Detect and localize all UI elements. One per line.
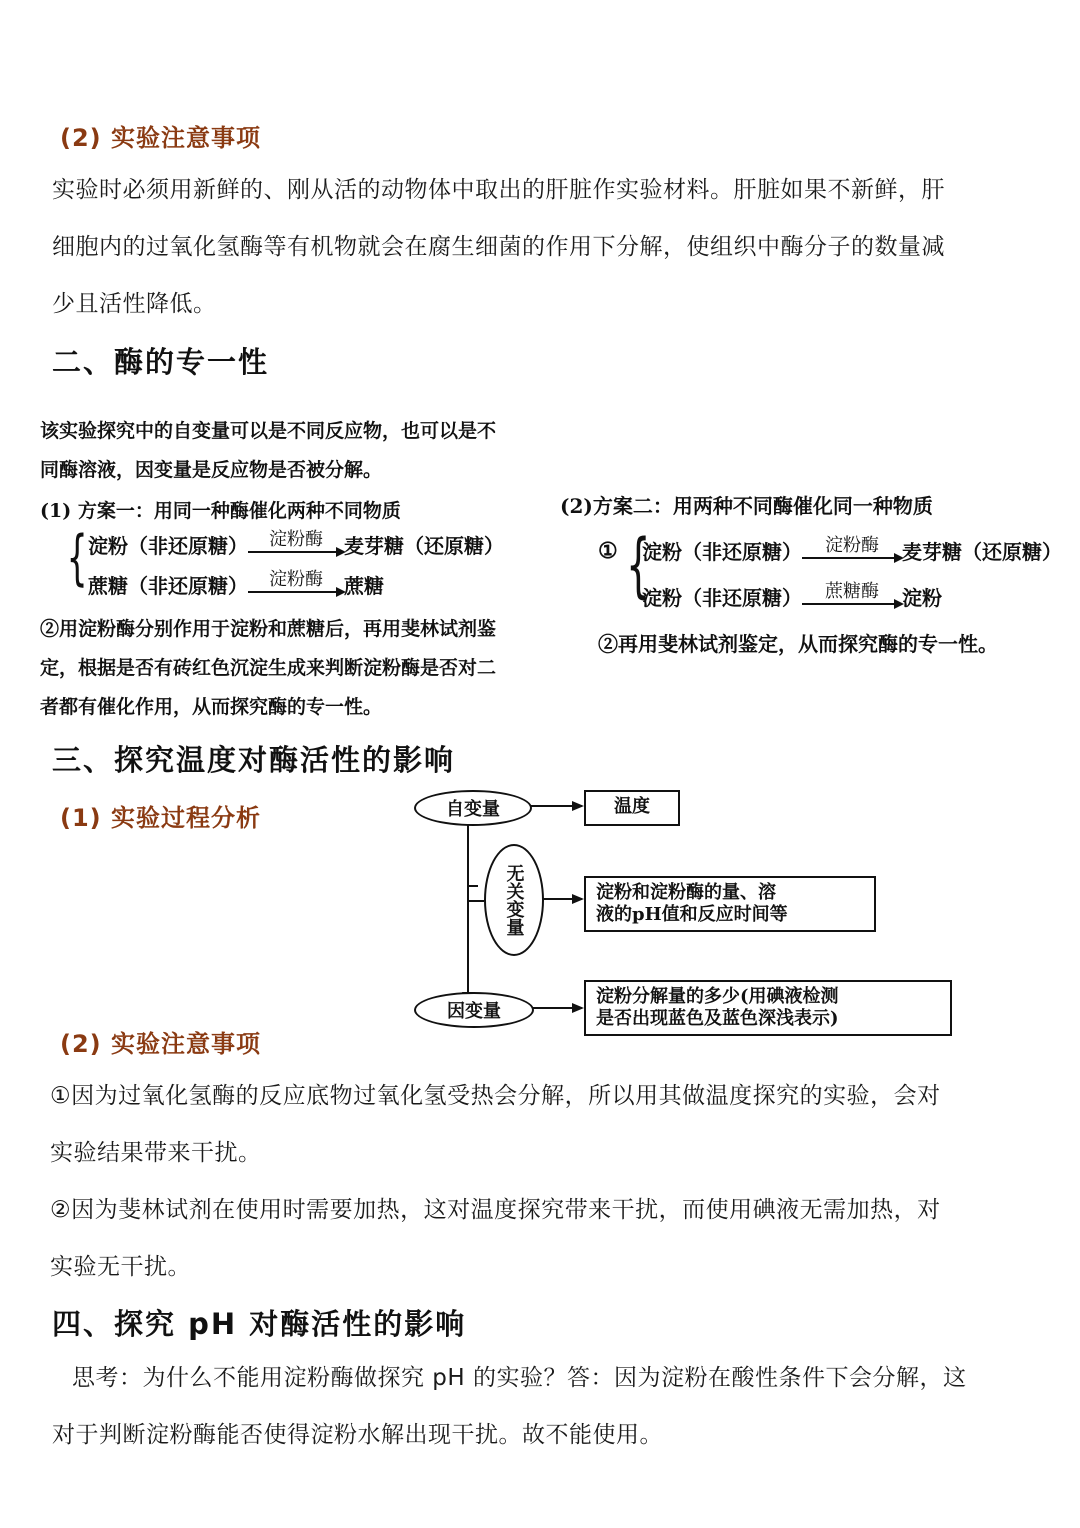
plan1-note xyxy=(40,610,560,727)
reaction-substrate: 淀粉（非还原糖） xyxy=(642,540,802,564)
reaction-enzyme: 蔗糖酶 xyxy=(825,580,879,602)
intro-line: 该实验探究中的自变量可以是不同反应物，也可以是不 xyxy=(40,420,497,442)
intro-line: 同酶溶液，因变量是反应物是否被分解。 xyxy=(40,459,383,481)
box-line: 是否出现蓝色及蓝色深浅表示) xyxy=(596,1008,839,1029)
paragraph-line: 少且活性降低。 xyxy=(52,291,217,317)
box-line: 淀粉分解量的多少(用碘液检测 xyxy=(596,986,839,1007)
text-line: 思考：为什么不能用淀粉酶做探究 pH 的实验？答：因为淀粉在酸性条件下会分解，这 xyxy=(72,1365,967,1391)
note-line: ①因为过氧化氢酶的反应底物过氧化氢受热会分解，所以用其做温度探究的实验，会对 xyxy=(50,1083,941,1109)
reaction-arrow xyxy=(802,534,902,559)
section1-paragraph xyxy=(52,162,1042,333)
reaction-substrate: 淀粉（非还原糖） xyxy=(642,586,802,610)
reaction-product: 麦芽糖（还原糖） xyxy=(344,534,504,558)
reaction-product: 麦芽糖（还原糖） xyxy=(902,540,1062,564)
reaction-enzyme: 淀粉酶 xyxy=(269,528,323,550)
section4-heading: 四、探究 pH 对酶活性的影响 xyxy=(52,1307,467,1341)
reaction-enzyme: 淀粉酶 xyxy=(825,534,879,556)
section3-subheading-1: (1) 实验过程分析 xyxy=(60,804,261,832)
reaction-product: 淀粉 xyxy=(902,586,942,610)
irrelevant-variable-box xyxy=(584,876,876,932)
plan2-title: (2)方案二：用两种不同酶催化同一种物质 xyxy=(560,494,933,518)
note-line: ②用淀粉酶分别作用于淀粉和蔗糖后，再用斐林试剂鉴 xyxy=(40,618,497,640)
independent-variable-box: 温度 xyxy=(584,790,680,826)
plan1-brace: { xyxy=(66,523,88,593)
plan2-brace: { xyxy=(626,524,651,606)
arrow-line xyxy=(248,551,344,553)
plan2-reaction-2 xyxy=(642,582,942,611)
note-line: 者都有催化作用，从而探究酶的专一性。 xyxy=(40,696,383,718)
reaction-arrow xyxy=(248,568,344,593)
section1-subheading: (2) 实验注意事项 xyxy=(60,124,261,152)
section2-heading: 二、酶的专一性 xyxy=(52,345,270,379)
reaction-product: 蔗糖 xyxy=(344,574,384,598)
arrow-line xyxy=(802,603,902,605)
section3-subheading-2: (2) 实验注意事项 xyxy=(60,1030,261,1058)
dependent-variable-ellipse: 因变量 xyxy=(414,992,534,1028)
note-line: 定，根据是否有砖红色沉淀生成来判断淀粉酶是否对二 xyxy=(40,657,497,679)
paragraph-line: 细胞内的过氧化氢酶等有机物就会在腐生细菌的作用下分解，使组织中酶分子的数量减 xyxy=(52,234,945,260)
section4-text xyxy=(52,1350,1052,1464)
variables-diagram xyxy=(410,786,970,1036)
note-line: 实验结果带来干扰。 xyxy=(50,1140,262,1166)
box-line: 淀粉和淀粉酶的量、溶 xyxy=(596,882,776,903)
box-line: 液的pH值和反应时间等 xyxy=(596,904,788,925)
paragraph-line: 实验时必须用新鲜的、刚从活的动物体中取出的肝脏作实验材料。肝脏如果不新鲜，肝 xyxy=(52,177,945,203)
note-line: ②因为斐林试剂在使用时需要加热，这对温度探究带来干扰，而使用碘液无需加热，对 xyxy=(50,1197,941,1223)
independent-variable-ellipse: 自变量 xyxy=(414,790,532,826)
reaction-substrate: 蔗糖（非还原糖） xyxy=(88,574,248,598)
section3-heading: 三、探究温度对酶活性的影响 xyxy=(52,743,456,777)
plan1-reaction-2 xyxy=(88,570,384,599)
arrow-line xyxy=(248,591,344,593)
section2-intro xyxy=(40,412,560,490)
plan1-title: (1) 方案一：用同一种酶催化两种不同物质 xyxy=(40,500,401,522)
reaction-arrow xyxy=(248,528,344,553)
dependent-variable-box xyxy=(584,980,952,1036)
reaction-arrow xyxy=(802,580,902,605)
plan1-reaction-1 xyxy=(88,530,504,559)
plan2-note: ②再用斐林试剂鉴定，从而探究酶的专一性。 xyxy=(598,632,998,656)
text-line: 对于判断淀粉酶能否使得淀粉水解出现干扰。故不能使用。 xyxy=(52,1422,663,1448)
irrelevant-variable-ellipse: 无关变量 xyxy=(484,844,544,956)
reaction-enzyme: 淀粉酶 xyxy=(269,568,323,590)
plan2-reaction-1 xyxy=(642,536,1062,565)
plan2-marker: ① xyxy=(598,538,618,564)
arrow-line xyxy=(802,557,902,559)
note-line: 实验无干扰。 xyxy=(50,1254,191,1280)
section3-notes xyxy=(50,1068,1050,1296)
reaction-substrate: 淀粉（非还原糖） xyxy=(88,534,248,558)
